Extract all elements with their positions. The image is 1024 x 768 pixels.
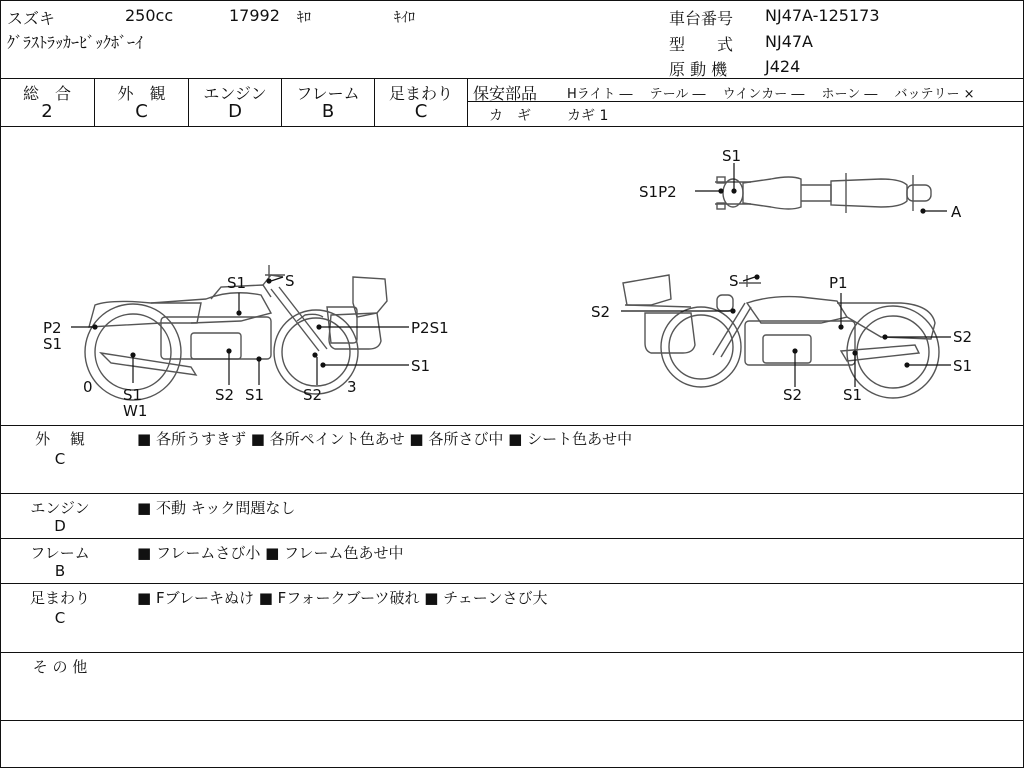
top-s1p2-label: S1P2 <box>639 183 677 201</box>
mileage-unit: ｷﾛ <box>297 10 311 26</box>
suspension-section-grade: C <box>54 609 66 627</box>
displacement: 250cc <box>125 6 174 25</box>
exterior-section-notes: ■ 各所うすきず ■ 各所ペイント色あせ ■ 各所さび中 ■ シート色あせ中 <box>137 430 633 448</box>
left-s1-rear-label: S1 <box>411 357 431 375</box>
exterior-section-grade: C <box>54 450 66 468</box>
right-s1-right-label: S1 <box>953 357 973 375</box>
divider <box>467 78 468 126</box>
color: ｷｲﾛ <box>394 10 415 26</box>
left-s2-b-label: S2 <box>303 386 323 404</box>
frame-section-notes: ■ フレームさび小 ■ フレーム色あせ中 <box>137 544 404 562</box>
frame-grade: B <box>321 101 335 122</box>
divider <box>1 720 1023 721</box>
engine-model-label: 原 動 機 <box>669 60 728 79</box>
frame-label: フレーム <box>296 84 360 103</box>
left-s-bar-label: S <box>285 272 295 290</box>
right-s2-bottom-label: S2 <box>783 386 803 404</box>
right-p1-label: P1 <box>829 274 848 292</box>
right-s1-bottom-label: S1 <box>843 386 863 404</box>
type-value: NJ47A <box>765 32 813 51</box>
engine-section-title: エンジン <box>30 499 90 517</box>
suspension-label: 足まわり <box>388 84 453 103</box>
frame-no-label: 車台番号 <box>669 9 734 28</box>
left-s1-mid-label: S1 <box>245 386 265 404</box>
divider <box>1 652 1023 653</box>
top-s1-label: S1 <box>722 147 742 165</box>
key-label: カ ギ <box>489 108 531 124</box>
suspension-section-notes: ■ Fブレーキぬけ ■ Fフォークブーツ破れ ■ チェーンさび大 <box>137 589 548 607</box>
type-label: 型 式 <box>669 35 734 54</box>
left-s2-a-label: S2 <box>215 386 235 404</box>
mileage: 17992 <box>229 6 280 25</box>
suspension-section-title: 足まわり <box>29 589 90 607</box>
other-section-title: そ の 他 <box>32 658 88 676</box>
right-s2-right-label: S2 <box>953 328 973 346</box>
safety-label: 保安部品 <box>473 84 538 103</box>
divider <box>1 425 1023 426</box>
left-w1-label: W1 <box>123 402 148 420</box>
frame-section-grade: B <box>54 562 66 580</box>
right-s-bar-label: S <box>729 272 739 290</box>
left-three-label: 3 <box>347 378 357 396</box>
left-s1-front-label: S1 <box>43 335 63 353</box>
engine-model-value: J424 <box>765 57 801 76</box>
left-p2s1-label: P2S1 <box>411 319 449 337</box>
suspension-grade: C <box>414 101 428 122</box>
right-s2-left-label: S2 <box>591 303 611 321</box>
total-grade: 2 <box>41 101 53 122</box>
maker: スズキ <box>7 9 56 28</box>
engine-section-grade: D <box>54 517 66 535</box>
divider <box>1 78 1023 79</box>
damage-diagram <box>1 127 1023 427</box>
frame-section-title: フレーム <box>30 544 90 562</box>
safety-items: Hライト ― テール ― ウインカー ― ホーン ― バッテリー × <box>567 87 975 102</box>
divider <box>1 583 1023 584</box>
total-label: 総 合 <box>22 84 71 103</box>
top-a-label: A <box>951 203 962 221</box>
left-s1-tank-label: S1 <box>227 274 247 292</box>
divider <box>1 493 1023 494</box>
exterior-section-title: 外 観 <box>35 430 85 448</box>
divider <box>1 538 1023 539</box>
left-s1-bottom-label: S1 <box>123 386 143 404</box>
top-view-bike <box>715 173 931 213</box>
divider <box>468 101 1023 102</box>
engine-label: エンジン <box>203 84 267 103</box>
left-p2-label: P2 <box>43 319 62 337</box>
key-value: カギ 1 <box>567 108 609 124</box>
frame-no: NJ47A-125173 <box>765 6 880 25</box>
engine-section-notes: ■ 不動 キック問題なし <box>137 499 296 517</box>
exterior-grade: C <box>135 101 148 122</box>
left-zero-label: 0 <box>83 378 93 396</box>
exterior-label: 外 観 <box>117 84 166 103</box>
model-name: ｸﾞﾗｽﾄﾗｯｶｰﾋﾞｯｸﾎﾞｰｲ <box>7 33 144 52</box>
engine-grade: D <box>228 101 242 122</box>
